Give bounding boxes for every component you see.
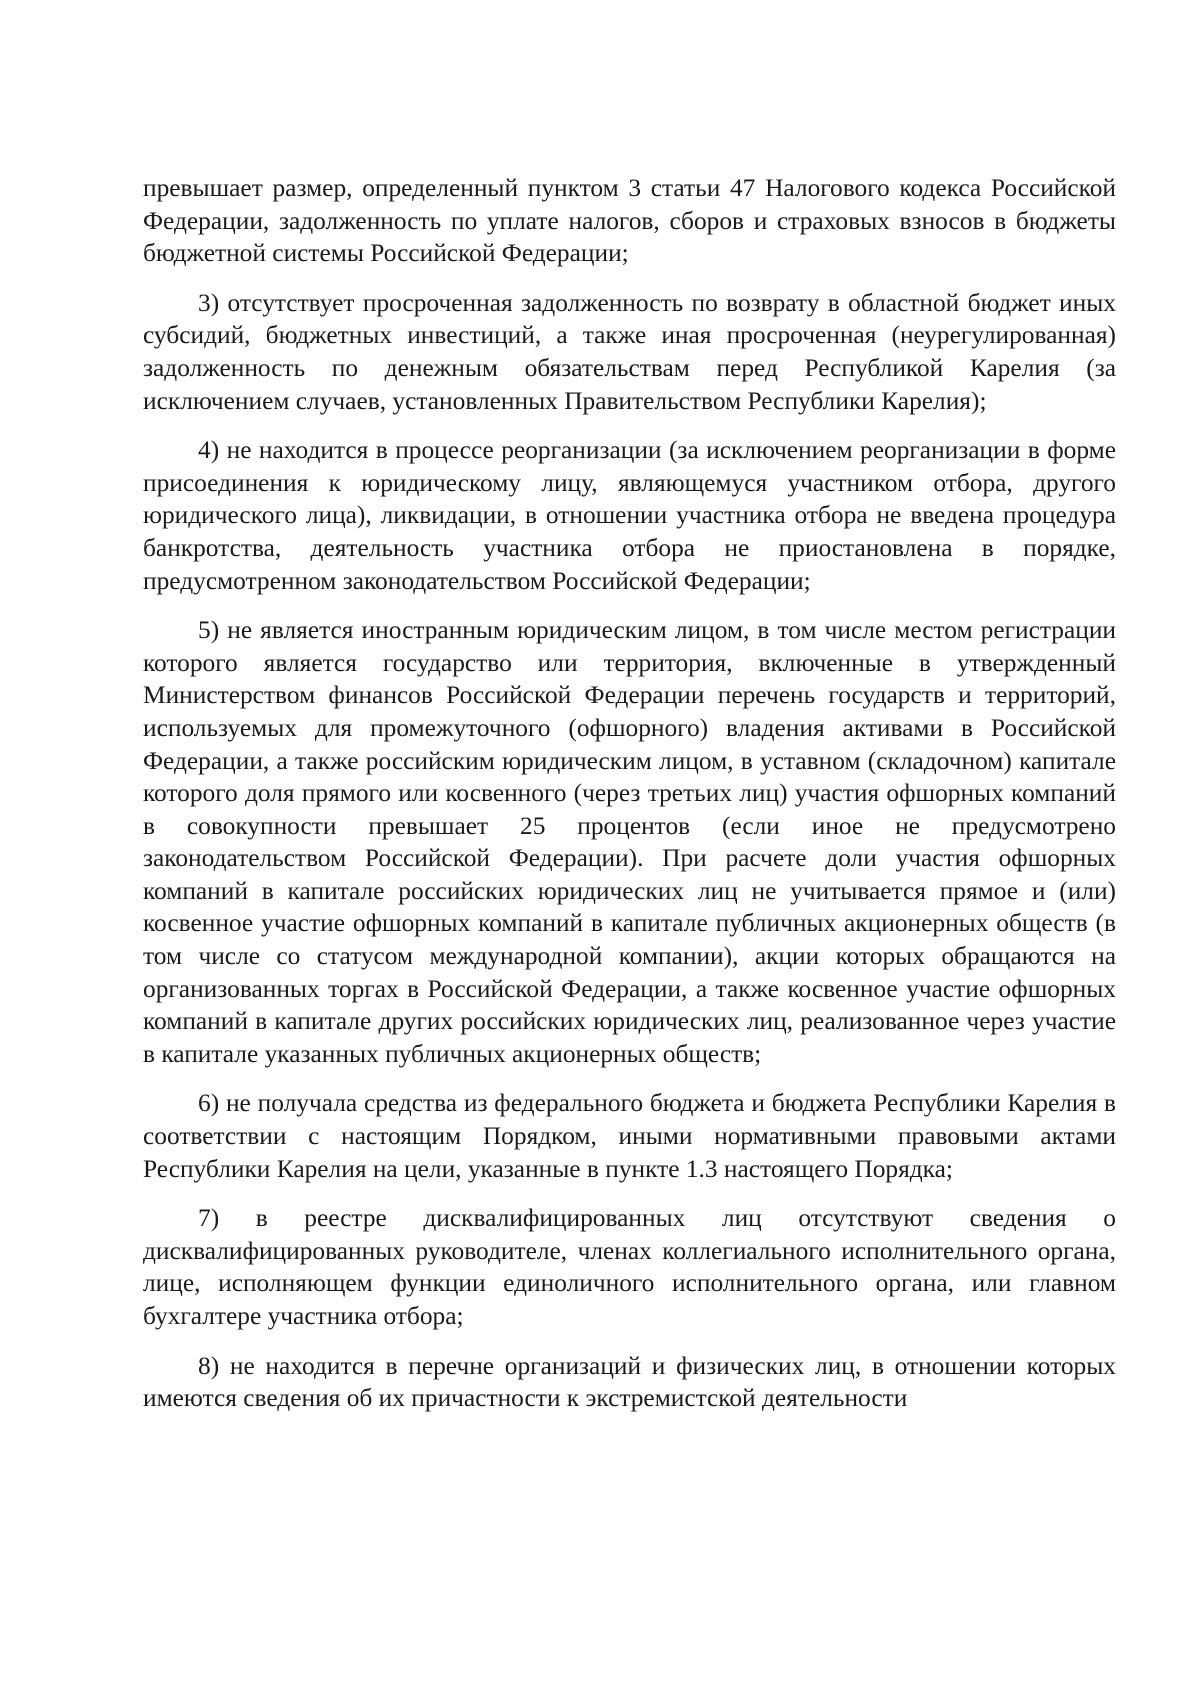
paragraph-item-7: 7) в реестре дисквалифицированных лиц отсутствуют сведения о дисквалифицированных руководителе, членах коллегиального исполнительного органа, лице, исполняющем функции единоличного исполнительного органа, или главном бухгалтере участника отбора; <box>143 1204 1116 1330</box>
document-body <box>143 172 1116 1415</box>
paragraph-item-4: 4) не находится в процессе реорганизации (за исключением реорганизации в форме присоединения к юридическому лицу, являющемуся участником отбора, другого юридического лица), ликвидации, в отношении участника отбора не введена процедура банкротства, деятельность участника отбора не приостановлена в порядке, предусмотренном законодательством Российской Федерации; <box>143 436 1116 595</box>
paragraph-item-5: 5) не является иностранным юридическим лицом, в том числе местом регистрации которого является государство или территория, включенные в утвержденный Министерством финансов Российской Федерации перечень государств и территорий, используемых для промежуточного (офшорного) владения активами в Российской Федерации, а также российским юридическим лицом, в уставном (складочном) капитале которого доля прямого или косвенного (через третьих лиц) участия офшорных компаний в совокупности превышает 25 процентов (если иное не предусмотрено законодательством Российской Федерации). При расчете доли участия офшорных компаний в капитале российских юридических лиц не учитывается прямое и (или) косвенное участие офшорных компаний в капитале публичных акционерных обществ (в том числе со статусом международной компании), акции которых обращаются на организованных торгах в Российской Федерации, а также косвенное участие офшорных компаний в капитале других российских юридических лиц, реализованное через участие в капитале указанных публичных акционерных обществ; <box>143 616 1116 1068</box>
paragraph-continuation: превышает размер, определенный пунктом 3 статьи 47 Налогового кодекса Российской Федерации, задолженность по уплате налогов, сборов и страховых взносов в бюджеты бюджетной системы Российской Федерации; <box>143 174 1116 268</box>
paragraph-item-8: 8) не находится в перечне организаций и физических лиц, в отношении которых имеются сведения об их причастности к экстремистской деятельности <box>143 1351 1116 1413</box>
paragraph-item-3: 3) отсутствует просроченная задолженность по возврату в областной бюджет иных субсидий, бюджетных инвестиций, а также иная просроченная (неурегулированная) задолженность по денежным обязательствам перед Республикой Карелия (за исключением случаев, установленных Правительством Республики Карелия); <box>143 288 1116 415</box>
paragraph-item-6: 6) не получала средства из федерального бюджета и бюджета Республики Карелия в соответствии с настоящим Порядком, иными нормативными правовыми актами Республики Карелия на цели, указанные в пункте 1.3 настоящего Порядка; <box>143 1089 1116 1183</box>
